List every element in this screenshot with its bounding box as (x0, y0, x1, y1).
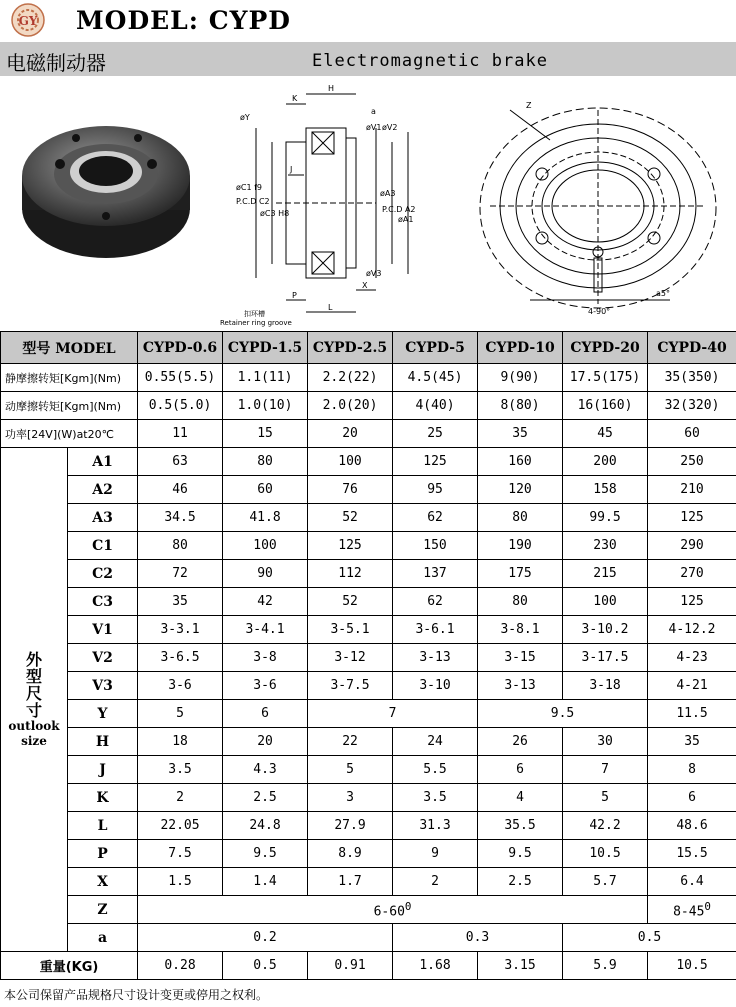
dim-row-a3 (1, 504, 736, 532)
table-cell: 5.9 (563, 952, 648, 980)
label-a1: øA1 (398, 215, 414, 224)
dim-label: A1 (68, 448, 138, 476)
table-cell: 1.7 (308, 868, 393, 896)
spec-table (0, 331, 736, 980)
table-cell: 200 (563, 448, 648, 476)
table-cell: 6 (478, 756, 563, 784)
table-cell: 3-18 (563, 672, 648, 700)
table-cell: 3-10.2 (563, 616, 648, 644)
table-cell: 100 (563, 588, 648, 616)
table-cell (648, 896, 736, 924)
table-cell: 76 (308, 476, 393, 504)
table-cell: 3-13 (393, 644, 478, 672)
label-4-90: 4-90° (588, 307, 611, 316)
table-cell: 0.55(5.5) (138, 364, 223, 392)
table-cell: 1.0(10) (223, 392, 308, 420)
title-chinese: 电磁制动器 (6, 51, 106, 75)
table-cell: 42 (223, 588, 308, 616)
table-cell: 3-6.5 (138, 644, 223, 672)
label-x: X (362, 281, 368, 290)
z-degree: 0 (404, 899, 412, 913)
table-cell: 80 (223, 448, 308, 476)
dim-label: P (68, 840, 138, 868)
dim-label: L (68, 812, 138, 840)
table-cell: 72 (138, 560, 223, 588)
table-cell: 7.5 (138, 840, 223, 868)
table-cell: 3 (308, 784, 393, 812)
row-label: 动摩擦转矩[Kgm](Nm) (1, 392, 138, 420)
table-cell: 35 (138, 588, 223, 616)
label-z: Z (526, 101, 532, 110)
title-bar (0, 42, 736, 76)
table-cell: 3-10 (393, 672, 478, 700)
group-char: 寸 (25, 700, 42, 720)
dim-row-x (1, 868, 736, 896)
dim-label: C3 (68, 588, 138, 616)
table-header-row (1, 332, 736, 364)
dynamic-torque-row (1, 392, 736, 420)
table-cell: 2.0(20) (308, 392, 393, 420)
table-cell: 25 (393, 420, 478, 448)
footnote: 本公司保留产品规格尺寸设计变更或停用之权利。 (4, 988, 269, 1002)
table-cell: 175 (478, 560, 563, 588)
dim-row-a1 (1, 448, 736, 476)
table-cell: 137 (393, 560, 478, 588)
dim-row-k (1, 784, 736, 812)
table-cell: 3-4.1 (223, 616, 308, 644)
label-retainer-en: Retainer ring groove (220, 319, 292, 327)
table-cell: 11.5 (648, 700, 736, 728)
table-cell: 90 (223, 560, 308, 588)
label-k: K (292, 94, 298, 103)
table-cell: 0.28 (138, 952, 223, 980)
dim-row-c1 (1, 532, 736, 560)
table-cell: 9(90) (478, 364, 563, 392)
dim-label: V2 (68, 644, 138, 672)
table-cell: 9.5 (478, 840, 563, 868)
table-cell: 100 (308, 448, 393, 476)
dim-label: H (68, 728, 138, 756)
table-cell: 1.4 (223, 868, 308, 896)
table-cell: 8(80) (478, 392, 563, 420)
table-cell: 3-13 (478, 672, 563, 700)
table-cell: 16(160) (563, 392, 648, 420)
table-cell: 18 (138, 728, 223, 756)
table-cell: 20 (223, 728, 308, 756)
dim-label: J (68, 756, 138, 784)
dim-row-y (1, 700, 736, 728)
dim-row-v3 (1, 672, 736, 700)
table-cell: 0.2 (138, 924, 393, 952)
dim-label: a (68, 924, 138, 952)
table-cell: 2 (138, 784, 223, 812)
table-cell: 5 (563, 784, 648, 812)
table-cell: 7 (308, 700, 478, 728)
table-cell: 150 (393, 532, 478, 560)
table-cell: 4(40) (393, 392, 478, 420)
label-v3: øV3 (366, 269, 382, 278)
dim-row-a2 (1, 476, 736, 504)
table-cell: 95 (393, 476, 478, 504)
model-3: CYPD-5 (393, 332, 478, 364)
table-cell: 3-8 (223, 644, 308, 672)
power-row (1, 420, 736, 448)
table-cell: 62 (393, 504, 478, 532)
label-c1: øC1 f9 (236, 183, 263, 192)
dim-label: C2 (68, 560, 138, 588)
table-cell: 3-12 (308, 644, 393, 672)
table-cell: 4-23 (648, 644, 736, 672)
table-cell (138, 896, 648, 924)
table-cell: 160 (478, 448, 563, 476)
table-cell: 5.7 (563, 868, 648, 896)
dim-row-v1 (1, 616, 736, 644)
table-cell: 30 (563, 728, 648, 756)
outlook-size-group-label (1, 448, 68, 952)
table-cell: 10.5 (648, 952, 736, 980)
dim-row-c2 (1, 560, 736, 588)
table-cell: 35.5 (478, 812, 563, 840)
model-title: MODEL: CYPD (76, 6, 291, 35)
label-a3: øA3 (380, 189, 396, 198)
label-p: P (292, 291, 297, 300)
dim-row-a (1, 924, 736, 952)
table-cell: 20 (308, 420, 393, 448)
table-cell: 2 (393, 868, 478, 896)
table-cell: 45 (563, 420, 648, 448)
table-cell: 4-21 (648, 672, 736, 700)
table-cell: 60 (648, 420, 736, 448)
table-cell: 4 (478, 784, 563, 812)
table-cell: 125 (308, 532, 393, 560)
table-cell: 3-6 (223, 672, 308, 700)
table-cell: 4-12.2 (648, 616, 736, 644)
table-cell: 2.5 (478, 868, 563, 896)
table-cell: 0.5 (223, 952, 308, 980)
table-cell: 31.3 (393, 812, 478, 840)
group-en-2: size (21, 733, 47, 748)
group-char: 尺 (25, 683, 42, 703)
dim-label: V3 (68, 672, 138, 700)
product-photo (16, 108, 196, 268)
label-j: J (290, 165, 293, 174)
z-degree: 0 (704, 899, 711, 913)
table-cell: 35(350) (648, 364, 736, 392)
dim-label: A2 (68, 476, 138, 504)
table-cell: 2.2(22) (308, 364, 393, 392)
table-cell: 80 (138, 532, 223, 560)
label-h: H (328, 84, 335, 93)
table-cell: 100 (223, 532, 308, 560)
table-cell: 63 (138, 448, 223, 476)
model-6: CYPD-40 (648, 332, 736, 364)
table-cell: 17.5(175) (563, 364, 648, 392)
static-torque-row (1, 364, 736, 392)
table-cell: 230 (563, 532, 648, 560)
weight-label: 重量(KG) (1, 952, 138, 980)
table-cell: 158 (563, 476, 648, 504)
label-a5: a5° (656, 289, 670, 298)
table-cell: 9.5 (223, 840, 308, 868)
table-cell: 210 (648, 476, 736, 504)
table-cell: 9 (393, 840, 478, 868)
table-cell: 3.5 (393, 784, 478, 812)
table-cell: 4.3 (223, 756, 308, 784)
label-c2: P.C.D C2 (236, 197, 270, 206)
label-a2: P.C.D A2 (382, 205, 416, 214)
dim-row-j (1, 756, 736, 784)
table-cell: 215 (563, 560, 648, 588)
label-l: L (328, 303, 333, 312)
table-cell: 15.5 (648, 840, 736, 868)
row-label: 静摩擦转矩[Kgm](Nm) (1, 364, 138, 392)
title-english: Electromagnetic brake (312, 51, 548, 71)
table-cell: 22.05 (138, 812, 223, 840)
table-cell: 5 (308, 756, 393, 784)
table-cell: 46 (138, 476, 223, 504)
model-header: 型号 MODEL (1, 332, 138, 364)
header (0, 0, 736, 40)
table-cell: 2.5 (223, 784, 308, 812)
table-cell: 41.8 (223, 504, 308, 532)
dim-row-p (1, 840, 736, 868)
front-view-drawing (470, 90, 732, 322)
model-2: CYPD-2.5 (308, 332, 393, 364)
table-cell: 3-3.1 (138, 616, 223, 644)
table-cell: 35 (478, 420, 563, 448)
table-cell: 26 (478, 728, 563, 756)
label-y: øY (240, 113, 250, 122)
dim-label: A3 (68, 504, 138, 532)
table-cell: 125 (648, 504, 736, 532)
table-cell: 52 (308, 588, 393, 616)
table-cell: 52 (308, 504, 393, 532)
table-cell: 125 (393, 448, 478, 476)
table-cell: 190 (478, 532, 563, 560)
dim-label: Z (68, 896, 138, 924)
table-cell: 4.5(45) (393, 364, 478, 392)
table-cell: 35 (648, 728, 736, 756)
table-cell: 62 (393, 588, 478, 616)
dim-label: Y (68, 700, 138, 728)
table-cell: 6.4 (648, 868, 736, 896)
table-cell: 3-8.1 (478, 616, 563, 644)
table-cell: 60 (223, 476, 308, 504)
table-cell: 6 (223, 700, 308, 728)
table-cell: 3-6 (138, 672, 223, 700)
dim-label: K (68, 784, 138, 812)
table-cell: 10.5 (563, 840, 648, 868)
label-retainer-cn: 扣环槽 (244, 310, 265, 318)
table-cell: 3-6.1 (393, 616, 478, 644)
table-cell: 0.5(5.0) (138, 392, 223, 420)
table-cell: 1.68 (393, 952, 478, 980)
table-cell: 32(320) (648, 392, 736, 420)
dim-label: C1 (68, 532, 138, 560)
table-cell: 3-15 (478, 644, 563, 672)
table-cell: 1.5 (138, 868, 223, 896)
table-cell: 6 (648, 784, 736, 812)
z-value: 6-60 (373, 904, 405, 920)
table-cell: 22 (308, 728, 393, 756)
z-value: 8-45 (673, 904, 705, 920)
table-cell: 250 (648, 448, 736, 476)
dim-label: X (68, 868, 138, 896)
weight-row (1, 952, 736, 980)
table-cell: 9.5 (478, 700, 648, 728)
table-cell: 112 (308, 560, 393, 588)
dim-label: V1 (68, 616, 138, 644)
table-cell: 42.2 (563, 812, 648, 840)
model-5: CYPD-20 (563, 332, 648, 364)
label-v1: øV1 (366, 123, 382, 132)
table-cell: 1.1(11) (223, 364, 308, 392)
table-cell: 7 (563, 756, 648, 784)
table-cell: 15 (223, 420, 308, 448)
table-cell: 80 (478, 588, 563, 616)
table-cell: 5 (138, 700, 223, 728)
dim-row-v2 (1, 644, 736, 672)
table-cell: 48.6 (648, 812, 736, 840)
table-cell: 24.8 (223, 812, 308, 840)
table-cell: 0.3 (393, 924, 563, 952)
table-cell: 27.9 (308, 812, 393, 840)
table-cell: 3.5 (138, 756, 223, 784)
dim-row-l (1, 812, 736, 840)
table-cell: 0.91 (308, 952, 393, 980)
model-0: CYPD-0.6 (138, 332, 223, 364)
table-cell: 8.9 (308, 840, 393, 868)
group-char: 外 (25, 649, 42, 669)
table-cell: 270 (648, 560, 736, 588)
table-cell: 11 (138, 420, 223, 448)
table-cell: 5.5 (393, 756, 478, 784)
table-cell: 0.5 (563, 924, 736, 952)
model-4: CYPD-10 (478, 332, 563, 364)
model-1: CYPD-1.5 (223, 332, 308, 364)
table-cell: 120 (478, 476, 563, 504)
table-cell: 34.5 (138, 504, 223, 532)
table-cell: 3-7.5 (308, 672, 393, 700)
group-char: 型 (25, 666, 42, 686)
dim-row-h (1, 728, 736, 756)
row-label: 功率[24V](W)at20℃ (1, 420, 138, 448)
dim-row-c3 (1, 588, 736, 616)
table-cell: 24 (393, 728, 478, 756)
label-a: a (371, 107, 376, 116)
table-cell: 3-17.5 (563, 644, 648, 672)
label-v2: øV2 (382, 123, 398, 132)
side-section-drawing (216, 80, 426, 330)
label-c3: øC3 H8 (260, 209, 290, 218)
dim-row-z (1, 896, 736, 924)
table-cell: 125 (648, 588, 736, 616)
group-en-1: outlook (8, 718, 60, 733)
table-cell: 290 (648, 532, 736, 560)
table-cell: 99.5 (563, 504, 648, 532)
table-cell: 80 (478, 504, 563, 532)
svg-text:GY: GY (18, 14, 38, 28)
table-cell: 3.15 (478, 952, 563, 980)
company-logo (4, 2, 52, 38)
table-cell: 8 (648, 756, 736, 784)
table-cell: 3-5.1 (308, 616, 393, 644)
